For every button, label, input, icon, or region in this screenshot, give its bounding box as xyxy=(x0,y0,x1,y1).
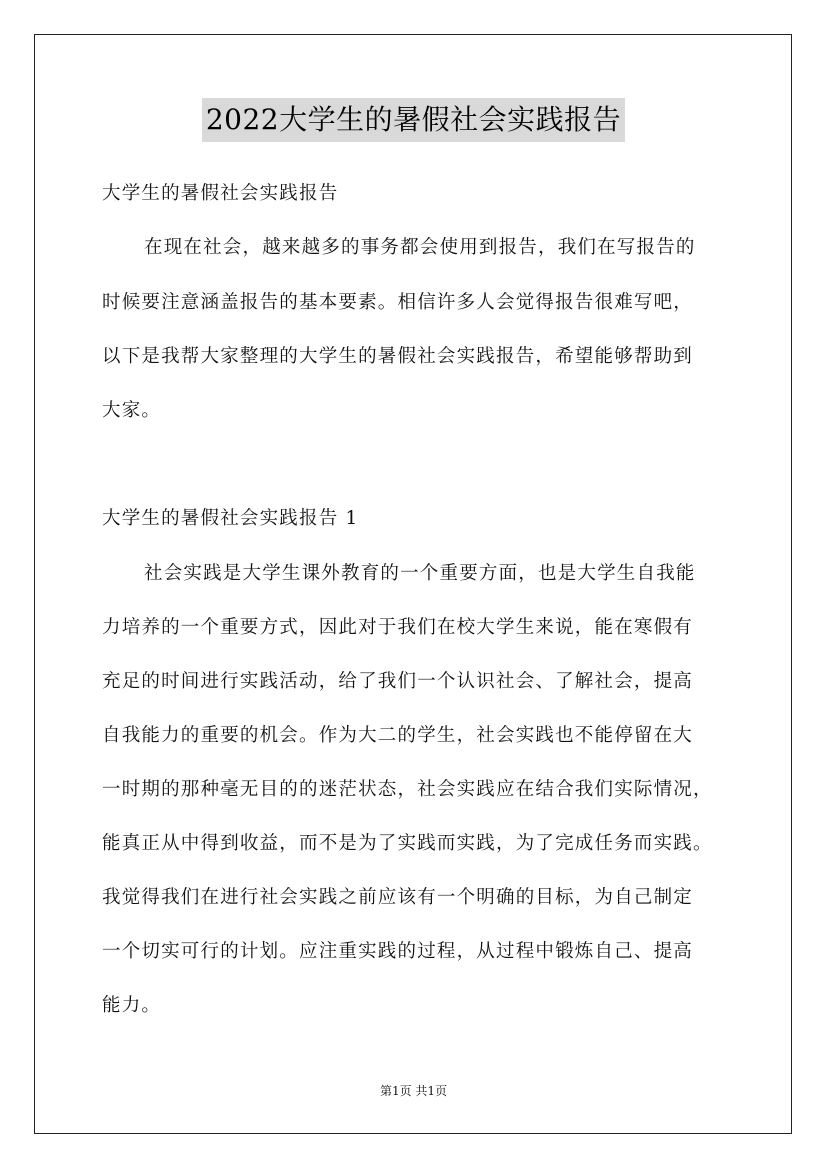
document-subtitle: 大学生的暑假社会实践报告 xyxy=(102,183,339,204)
section-line: 能真正从中得到收益，而不是为了实践而实践，为了完成任务而实践。 xyxy=(102,833,713,854)
section-line: 自我能力的重要的机会。作为大二的学生，社会实践也不能停留在大 xyxy=(102,725,694,746)
section-line: 能力。 xyxy=(102,995,162,1016)
section-line: 我觉得我们在进行社会实践之前应该有一个明确的目标，为自己制定 xyxy=(102,887,694,908)
section-line: 充足的时间进行实践活动，给了我们一个认识社会、了解社会，提高 xyxy=(102,671,694,692)
section-heading: 大学生的暑假社会实践报告 1 xyxy=(102,508,359,529)
intro-line: 时候要注意涵盖报告的基本要素。相信许多人会觉得报告很难写吧， xyxy=(102,292,694,313)
document-title-block xyxy=(0,98,827,142)
section-line: 一个切实可行的计划。应注重实践的过程，从过程中锻炼自己、提高 xyxy=(102,941,694,962)
section-line: 一时期的那种毫无目的的迷茫状态，社会实践应在结合我们实际情况， xyxy=(102,779,713,800)
section-line: 力培养的一个重要方式，因此对于我们在校大学生来说，能在寒假有 xyxy=(102,617,694,638)
intro-line: 在现在社会，越来越多的事务都会使用到报告，我们在写报告的 xyxy=(144,237,696,258)
section-line: 社会实践是大学生课外教育的一个重要方面，也是大学生自我能 xyxy=(144,563,696,584)
document-title: 2022大学生的暑假社会实践报告 xyxy=(202,98,625,142)
page-footer: 第1页 共1页 xyxy=(379,1084,448,1098)
intro-line: 大家。 xyxy=(102,400,162,421)
intro-line: 以下是我帮大家整理的大学生的暑假社会实践报告，希望能够帮助到 xyxy=(102,346,694,367)
